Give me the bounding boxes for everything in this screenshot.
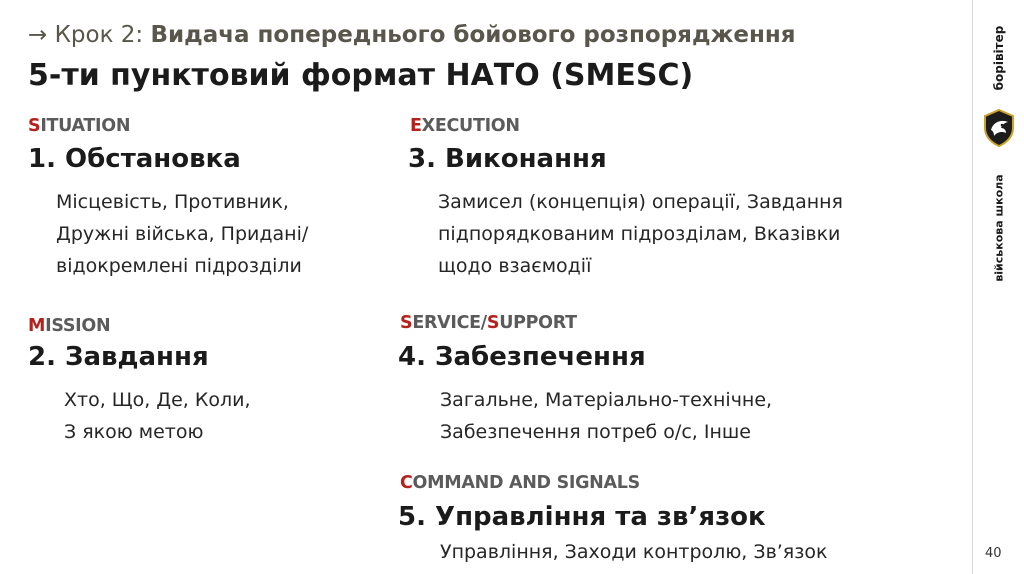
sidebar-divider [972,0,973,574]
service-support-line: Забезпечення потреб о/с, Інше [440,421,751,443]
situation-label: SITUATION [28,116,131,136]
step-prefix: → Крок 2: [28,22,151,48]
situation-line: Місцевість, Противник, [56,191,289,213]
brand-name: борівітер [992,25,1006,91]
service-support-heading: 4. Забезпечення [398,342,646,372]
situation-line: відокремлені підрозділи [56,255,302,277]
step-title: Видача попереднього бойового розпорядження [150,22,796,48]
situation-line: Дружні війська, Придані/ [56,223,309,245]
execution-line: підпорядкованим підрозділам, Вказівки [438,223,841,245]
command-signals-label: COMMAND AND SIGNALS [400,473,640,493]
service-support-line: Загальне, Матеріально-технічне, [440,389,773,411]
execution-heading: 3. Виконання [408,144,607,174]
service-support-label: SERVICE/SUPPORT [400,313,577,333]
brand-subtitle: військова школа [992,174,1006,282]
falcon-shield-icon [982,108,1016,148]
command-signals-heading: 5. Управління та зв’язок [398,502,766,532]
mission-heading: 2. Завдання [28,342,209,372]
mission-line: З якою метою [64,421,204,443]
situation-heading: 1. Обстановка [28,144,241,174]
page-title: 5-ти пунктовий формат НАТО (SMESC) [28,58,694,93]
execution-label: EXECUTION [410,116,520,136]
service-support-body [440,384,772,448]
command-signals-line: Управління, Заходи контролю, Зв’язок [440,541,828,563]
execution-body [438,186,843,282]
mission-label: MISSION [28,316,111,336]
execution-line: Замисел (концепція) операції, Завдання [438,191,843,213]
page-number: 40 [985,546,1002,561]
situation-body [56,186,308,282]
mission-line: Хто, Що, Де, Коли, [64,389,251,411]
mission-body [64,384,251,448]
step-subtitle [28,22,796,48]
command-signals-body [440,536,827,568]
execution-line: щодо взаємодії [438,255,592,277]
